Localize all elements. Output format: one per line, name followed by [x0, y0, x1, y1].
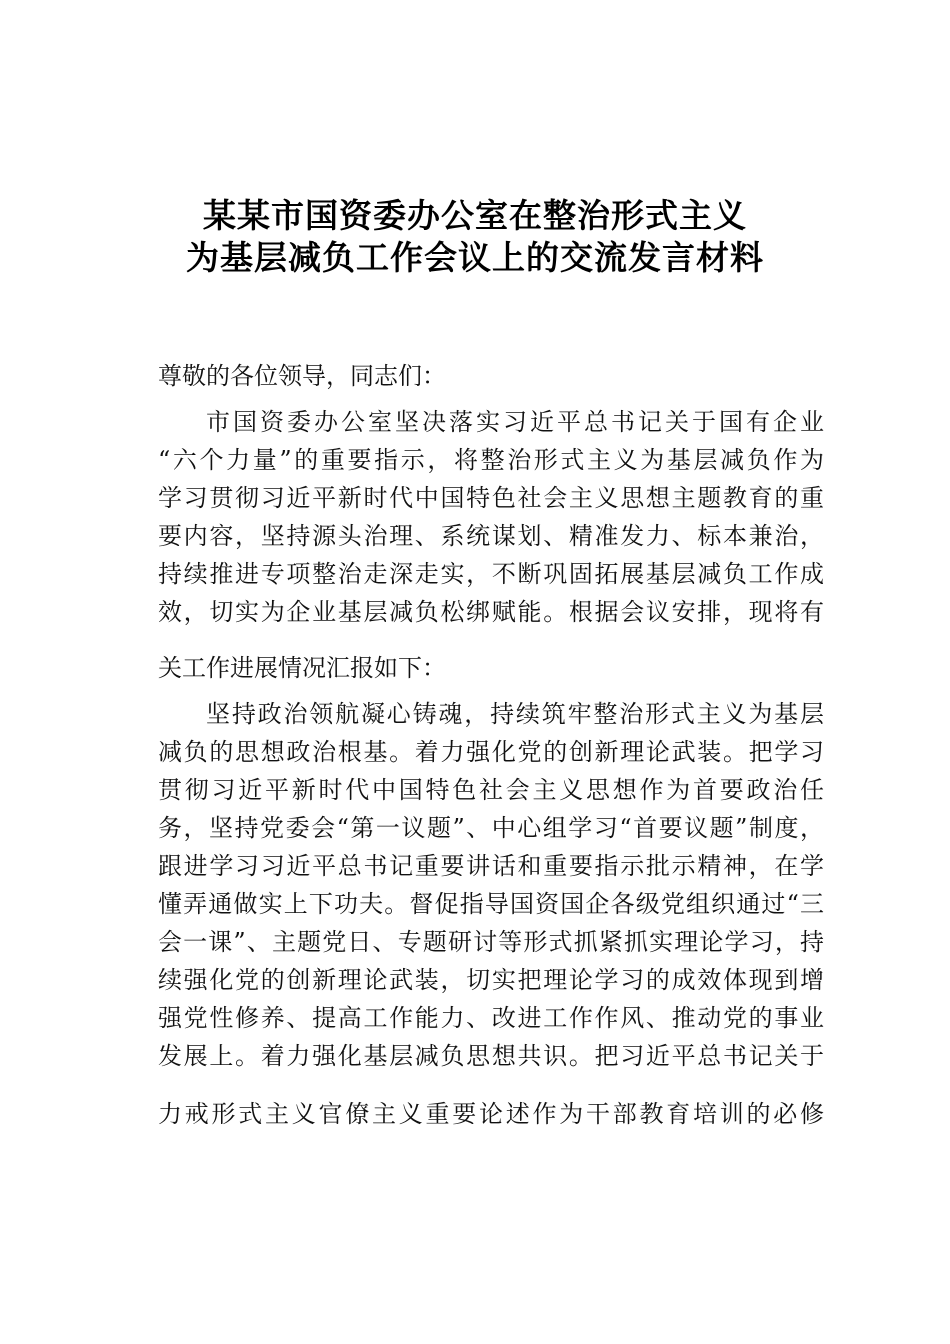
body-line: 要内容，坚持源头治理、系统谋划、精准发力、标本兼治，: [158, 522, 824, 550]
body-line: 效，切实为企业基层减负松绑赋能。根据会议安排，现将有: [158, 598, 824, 626]
body-line: 关工作进展情况汇报如下：: [158, 654, 446, 682]
body-line: 务，坚持党委会“第一议题”、中心组学习“首要议题”制度，: [158, 814, 824, 842]
body-line: 力戒形式主义官僚主义重要论述作为干部教育培训的必修: [158, 1100, 824, 1128]
document-title-line-1: 某某市国资委办公室在整治形式主义: [203, 196, 747, 235]
body-line: 持续推进专项整治走深走实，不断巩固拓展基层减负工作成: [158, 560, 824, 588]
document-title-line-2: 为基层减负工作会议上的交流发言材料: [186, 238, 764, 277]
body-line: 发展上。着力强化基层减负思想共识。把习近平总书记关于: [158, 1042, 824, 1070]
body-line: 坚持政治领航凝心铸魂，持续筑牢整治形式主义为基层: [206, 700, 824, 728]
body-line: 学习贯彻习近平新时代中国特色社会主义思想主题教育的重: [158, 484, 824, 512]
body-line: 强党性修养、提高工作能力、改进工作作风、推动党的事业: [158, 1004, 824, 1032]
body-line: 跟进学习习近平总书记重要讲话和重要指示批示精神，在学: [158, 852, 824, 880]
body-line: 市国资委办公室坚决落实习近平总书记关于国有企业: [206, 408, 824, 436]
body-line: 续强化党的创新理论武装，切实把理论学习的成效体现到增: [158, 966, 824, 994]
body-line: 贯彻习近平新时代中国特色社会主义思想作为首要政治任: [158, 776, 824, 804]
salutation: 尊敬的各位领导，同志们：: [158, 362, 446, 390]
body-line: 会一课”、主题党日、专题研讨等形式抓紧抓实理论学习，持: [158, 928, 824, 956]
body-line: “六个力量”的重要指示，将整治形式主义为基层减负作为: [158, 446, 824, 474]
body-line: 懂弄通做实上下功夫。督促指导国资国企各级党组织通过“三: [158, 890, 824, 918]
body-line: 减负的思想政治根基。着力强化党的创新理论武装。把学习: [158, 738, 824, 766]
